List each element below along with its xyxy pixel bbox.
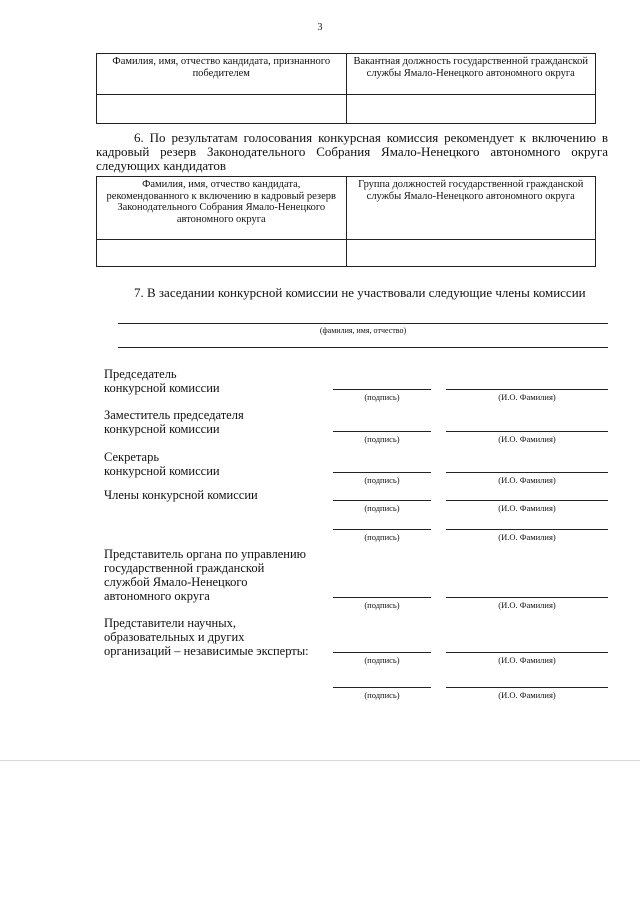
signature-caption: (подпись) bbox=[364, 503, 400, 513]
signature-role-label: Заместитель председателя конкурсной комиссии bbox=[104, 408, 244, 436]
signature-role-label: Секретарь конкурсной комиссии bbox=[104, 450, 220, 478]
name-caption: (И.О. Фамилия) bbox=[498, 503, 556, 513]
signature-caption: (подпись) bbox=[364, 532, 400, 542]
signature-role-label: Представители научных, образовательных и других организаций – независимые эксперты: bbox=[104, 616, 309, 658]
signature-line bbox=[333, 472, 431, 473]
signature-caption: (подпись) bbox=[364, 600, 400, 610]
name-caption: (И.О. Фамилия) bbox=[498, 655, 556, 665]
name-line bbox=[446, 472, 608, 473]
name-line bbox=[446, 389, 608, 390]
winner-table-header-position: Вакантная должность государственной гражданской службы Ямало-Ненецкого автономного округа bbox=[346, 54, 596, 95]
name-caption: (И.О. Фамилия) bbox=[498, 532, 556, 542]
signature-line bbox=[333, 389, 431, 390]
reserve-table-cell-group bbox=[346, 240, 596, 267]
name-line bbox=[446, 431, 608, 432]
winner-table-cell-name bbox=[97, 95, 347, 124]
winner-table-cell-position bbox=[346, 95, 596, 124]
name-line bbox=[446, 597, 608, 598]
signature-caption: (подпись) bbox=[364, 434, 400, 444]
name-caption: (И.О. Фамилия) bbox=[498, 392, 556, 402]
paragraph-6: 6. По результатам голосования конкурсная комиссия рекомендует к включению в кадровый резерв Законодательного Собрания Ямало-Ненецкого автономного округа следующих кандидатов bbox=[96, 130, 608, 173]
signature-line bbox=[333, 500, 431, 501]
paragraph-7: 7. В заседании конкурсной комиссии не участвовали следующие члены комиссии bbox=[134, 285, 586, 300]
name-caption: (И.О. Фамилия) bbox=[498, 600, 556, 610]
signature-line bbox=[333, 597, 431, 598]
winner-table bbox=[96, 53, 596, 124]
signature-line bbox=[333, 431, 431, 432]
absent-members-line-2 bbox=[118, 347, 608, 348]
reserve-table-header-group: Группа должностей государственной гражданской службы Ямало-Ненецкого автономного округа bbox=[346, 177, 596, 240]
signature-role-label: Члены конкурсной комиссии bbox=[104, 488, 258, 502]
reserve-table bbox=[96, 176, 596, 267]
signature-caption: (подпись) bbox=[364, 392, 400, 402]
absent-members-line-1 bbox=[118, 323, 608, 324]
signature-caption: (подпись) bbox=[364, 690, 400, 700]
signature-line bbox=[333, 687, 431, 688]
page-number: 3 bbox=[317, 22, 323, 33]
name-line bbox=[446, 652, 608, 653]
winner-table-header-name: Фамилия, имя, отчество кандидата, признанного победителем bbox=[97, 54, 347, 95]
signature-role-label: Председатель конкурсной комиссии bbox=[104, 367, 220, 395]
name-line bbox=[446, 529, 608, 530]
signature-caption: (подпись) bbox=[364, 475, 400, 485]
fio-caption: (фамилия, имя, отчество) bbox=[319, 326, 407, 335]
signature-line bbox=[333, 652, 431, 653]
name-caption: (И.О. Фамилия) bbox=[498, 475, 556, 485]
signature-caption: (подпись) bbox=[364, 655, 400, 665]
name-caption: (И.О. Фамилия) bbox=[498, 434, 556, 444]
name-line bbox=[446, 687, 608, 688]
reserve-table-cell-name bbox=[97, 240, 347, 267]
name-line bbox=[446, 500, 608, 501]
signature-role-label: Представитель органа по управлению государственной гражданской службой Ямало-Ненецкого автономного округа bbox=[104, 547, 306, 603]
name-caption: (И.О. Фамилия) bbox=[498, 690, 556, 700]
signature-line bbox=[333, 529, 431, 530]
reserve-table-header-name: Фамилия, имя, отчество кандидата, рекомендованного к включению в кадровый резерв Законодательного Собрания Ямало-Ненецкого автономного округа bbox=[97, 177, 347, 240]
